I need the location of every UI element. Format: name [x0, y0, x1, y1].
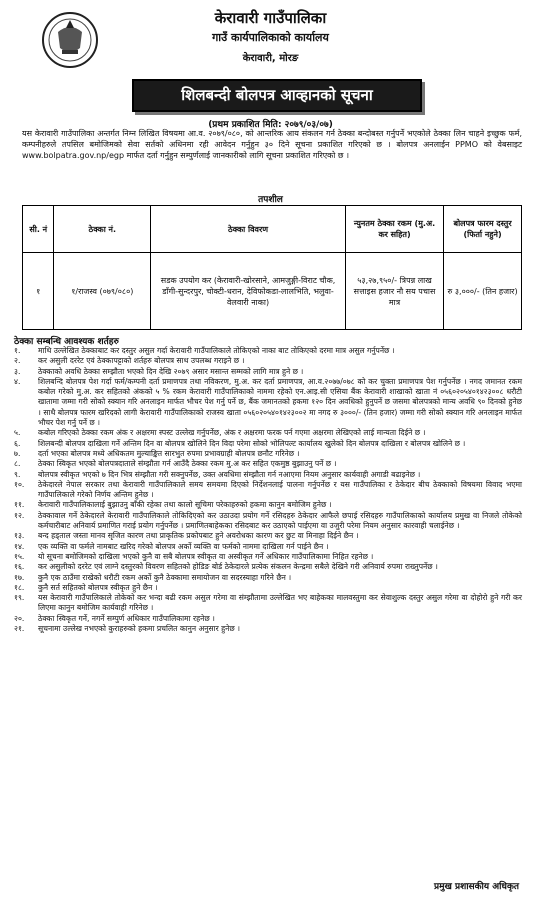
condition-item: [14, 573, 522, 583]
condition-text: दर्ता भएका बोलपत्र मध्ये अधिकतम मुल्याङ्कित सारभुत रुपमा प्रभावग्राही बोलपत्र छनौट गरिनेछ ।: [38, 448, 300, 458]
conditions-list: [14, 346, 522, 634]
cell-form-fee: रु ३,०००/- (तिन हजार): [444, 253, 522, 330]
condition-number: ४.: [14, 376, 21, 386]
condition-text: केरावारी गाउँपालिकालाई बुझाउनु बाँकी रहेका तथा कालो सूचिमा परेकाहरुको हकमा कानुन बमोजिम हुनेछ ।: [38, 500, 332, 510]
condition-number: १६.: [14, 562, 25, 572]
publish-date: (प्रथम प्रकाशित मिति: २०७९/०३/०७): [208, 120, 333, 130]
condition-number: ११.: [14, 500, 25, 510]
office-subtitle: गाउँ कार्यपालिकाको कार्यालय: [212, 31, 329, 44]
condition-text: यस केरावारी गाउँपालिकाले तोकेको कर भन्दा बढी रकम असुल गरेमा वा संम्झौतामा उल्लेखित भए बाहेकका मालवस्तुमा कर सेवाशुल्क दस्तुर असुल गरेमा वा दोहोरो हुने गरी कर लिएमा कानुन बमोजिम कार्यवाही गरिनेछ ।: [38, 593, 522, 613]
condition-item: [14, 552, 522, 562]
condition-text: माथि उल्लेखित ठेक्काबाट कर दस्तुर असुल गर्दा केरावारी गाउँपालिकाले तोकिएको नाका बाट तोकिएको दरमा मात्र असुल गर्नुपर्नेछ ।: [38, 346, 395, 355]
cell-min-amount: ५३,२७,९५०/- त्रिपन्न लाख सत्ताइस हजार नौ सय पचास मात्र: [345, 253, 443, 330]
cell-sn: १: [23, 253, 54, 330]
condition-number: २.: [14, 356, 21, 366]
office-location: केरावारी, मोरङ: [242, 53, 299, 64]
condition-item: [14, 356, 522, 366]
condition-item: [14, 470, 522, 480]
condition-number: १७.: [14, 572, 25, 582]
condition-item: [14, 439, 522, 449]
condition-item: [14, 428, 522, 438]
condition-text: बन्द हड्ताल जस्ता मानव सृजित कारण तथा प्राकृतिक प्रकोपबाट हुने अवरोधका कारण कर छुट वा मिनाहा दिईने छैन ।: [38, 531, 359, 541]
condition-item: [14, 480, 522, 501]
col-header-form-fee: बोलपत्र फारम दस्तुर (फिर्ता नहुने): [444, 206, 522, 253]
conditions-title: ठेक्का सम्बन्धि आवश्यक शर्तहरु: [14, 337, 119, 347]
condition-text: कबोल गरिएको ठेक्का रकम अंक र अक्षरमा स्पस्ट उल्लेख गर्नुपर्नेछ, अंक र अक्षरमा फरक पर्न गएमा अक्षरमा लेखिएको लाई मान्यता दिईने छ ।: [38, 428, 426, 438]
condition-item: [14, 614, 522, 624]
condition-text: ठेकेदारले नेपाल सरकार तथा केरावारी गाउँपालिकाले समय समयमा दिएको निर्देशनलाई पालना गर्नुपर्नेछ र यस गाउँपालिका र ठेकेदार बीच ठेक्काको विषयमा विवाद भएमा गाउँपालिकाले गरेको निर्णय अन्तिम हुनेछ ।: [38, 479, 522, 500]
condition-number: १४.: [14, 541, 25, 551]
condition-item: [14, 367, 522, 377]
condition-text: ठेक्काको अवधि ठेक्का सम्झौता भएको दिन देखि २०७९ असार मसान्त सम्मको लागि मात्र हुने छ ।: [38, 366, 304, 376]
col-header-description: ठेक्का विवरण: [151, 206, 346, 253]
condition-item: [14, 500, 522, 510]
condition-item: [14, 593, 522, 614]
condition-item: [14, 449, 522, 459]
condition-number: ७.: [14, 448, 21, 458]
condition-number: ९.: [14, 469, 21, 479]
condition-text: ठेक्कावाल गर्ने ठेकेदारले केरावारी गाउँपालिकाले तोकिदिएको कर उठाउदा प्रयोग गर्ने रसिदहरु ठेकेदार आफैले छपाई रसिदहरु गाउँपालिकाको कार्यालय प्रमुख वा निजले तोकेको कर्मचारीबाट अनिवार्य प्रमाणित गराई प्रयोग गर्नुपर्नेछ । प्रमाणितबाहेकका रसिदबाट कर उठाएको पाईएमा वा उजुरी परेमा नियम अनुसार कारवाही चलाईनेछ ।: [38, 510, 522, 531]
condition-item: [14, 562, 522, 572]
col-header-min-amount: न्युनतम ठेक्का रकम (मु.अ. कर सहित): [345, 206, 443, 253]
signatory-title: प्रमुख प्रशासकीय अधिकृत: [433, 882, 519, 892]
condition-text: बोलपत्र स्वीकृत भएको ७ दिन भित्र संम्झौता गरी सक्नुपर्नेछ, उक्त अवधिमा संम्झौता गर्न नआएमा नियम अनुसार कार्यवाही अगाडी बढाइनेछ ।: [38, 469, 421, 479]
condition-text: शिलबन्दि बोलपत्र पेश गर्दा फर्म/कम्पनी दर्ता प्रमाणपत्र तथा नविकरण, मु.अ. कर दर्ता प्रमाणपत्र, आ.व.२०७७/०७८ को कर चुक्ता प्रमाणपत्र पेश गर्नुपर्नेछ । नगद जमानत रकम कबोल गरेको मु.अ. कर सहितको अंकको ५ % रकम केरावारी गाउँपालिकाको नाममा रहेको एन.आइ.सी एसिया बैंक केरावारी शाखाको खाता नं ०५६०२०५४०१४२३००८ धरौटी खातामा जम्मा गरी सोको स्क्यान गरि अनलाइन मार्फत भौचर पेश गर्नु पर्ने छ, बैंक जमानतको हकमा १२० दिन अवधिको हुनुपर्ने छ जसमा बोलपत्रको मान्य अवधि ९० दिनको हुनेछ । साथै बोलपत्र फारम खरिदको लागी केरावारी गाउँपालिकाको राजस्व खाता ०५६०२०५४०१४२३००२ मा नगद रु ३०००/- (तिन हजार) जम्मा गरी सोको स्क्यान गरि अनलाइन मार्फत भौचर पेश गर्नु पर्ने छ ।: [38, 376, 522, 428]
condition-number: १.: [14, 346, 21, 355]
condition-item: [14, 531, 522, 541]
condition-text: शिलबन्दी बोलपत्र दाखिला गर्ने अन्तिम दिन वा बोलपत्र खोलिने दिन विदा परेमा सोको भोलिपल्ट कार्यालय खुलेको दिन बोलपत्र दाखिला र बोलपत्र खोलिने छ ।: [38, 438, 466, 448]
condition-text: कुनै एक ठाउँमा राखेको धरौटी रकम अर्को कुनै ठेक्कामा समायोजन वा सदरस्याहा गरिने छैन ।: [38, 572, 292, 582]
condition-text: ठेक्का स्विकृत गर्ने, नगर्ने सम्पुर्ण अधिकार गाउँपालिकामा रहनेछ ।: [38, 613, 215, 623]
office-name: केरावारी गाउँपालिका: [214, 9, 327, 27]
condition-number: १३.: [14, 531, 25, 541]
condition-number: १२.: [14, 510, 25, 520]
condition-item: [14, 459, 522, 469]
condition-item: [14, 346, 522, 356]
condition-number: १५.: [14, 551, 25, 561]
condition-item: [14, 377, 522, 428]
col-header-sn: सी. नं: [23, 206, 54, 253]
condition-number: ५.: [14, 428, 21, 438]
intro-paragraph: यस केरावारी गाउँपालिका अन्तर्गत निम्न लिखित विषयमा आ.व. २०७९/०८०, को आन्तरिक आय संकलन गर्न ठेक्का बन्दोबस्त गर्नुपर्ने भएकोले ठेक्का लिन चाहने इच्छुक फर्म, कम्पनीहरुले तपसिल बमोजिमको सेवा सर्तको अधिनमा रही आवेदन गर्नुहुन ३० दिने सूचना प्रकाशित गरिएको छ । बोलपत्र अनलाईन PPMO को वेबसाइट www.bolpatra.gov.np/egp मार्फत दर्ता गर्नुहुन सम्पुर्णलाई जानकारीको लागि सूचना प्रकाशित गरिएको छ ।: [22, 129, 522, 160]
condition-text: एक व्यक्ति वा फर्मले नामबाट खरिद गरेको बोलपत्र अर्को व्यक्ति वा फर्मको नाममा दाखिला गर्न पाईने छैन ।: [38, 541, 329, 551]
condition-item: [14, 511, 522, 532]
table-row: [23, 253, 522, 330]
condition-number: १९.: [14, 593, 25, 603]
condition-text: कुनै सर्त सहितको बोलपत्र स्वीकृत हुने छैन ।: [38, 582, 158, 592]
condition-number: ६.: [14, 438, 21, 448]
condition-number: ८.: [14, 459, 21, 469]
tender-table: [22, 205, 522, 330]
col-header-contract-no: ठेक्का नं.: [54, 206, 151, 253]
notice-banner: शिलबन्दी बोलपत्र आव्हानको सूचना: [132, 79, 422, 112]
cell-description: सडक उपयोग कर (केरावारी-खोरसाने, आमजुङ्गी-विराट चौक, डाँगी-सुन्दरपुर, चोक्टी-धरान, देविफोकडा-लालभिति, भलुवा-वेलवारी नाका): [151, 253, 346, 330]
condition-text: सूचनामा उल्लेख नभएको कुराहरुको हकमा प्रचलित कानुन अनुसार हुनेछ ।: [38, 624, 240, 634]
condition-number: १८.: [14, 582, 25, 592]
condition-text: कर असुलीको दररेट एवं लाग्ने दस्तुरको विवरण सहितको होडिङ बोर्ड ठेकेदारले प्रत्येक संकलन केन्द्रमा सबैले देखिने गरी अनिवार्य रुपमा राख्नुपर्नेछ ।: [38, 562, 438, 572]
condition-number: १०.: [14, 479, 25, 489]
condition-number: ३.: [14, 366, 21, 376]
condition-item: [14, 624, 522, 634]
table-header-row: [23, 206, 522, 253]
condition-number: २०.: [14, 613, 25, 623]
condition-item: [14, 542, 522, 552]
condition-item: [14, 583, 522, 593]
table-caption: तपशील: [258, 195, 283, 205]
condition-text: कर असुली दररेट एवं ठेक्कापट्टाको शर्तहरु बोलपत्र साथ उपलब्ध गराइने छ ।: [38, 356, 245, 366]
cell-contract-no: १/राजस्व (०७९/०८०): [54, 253, 151, 330]
condition-text: ठेक्का स्विकृत भएको बोलपत्रदाताले संम्झौता गर्न आउँदै ठेक्का रकम मु.अ कर सहित एकमुष्ठ बुझाउनु पर्ने छ ।: [38, 459, 337, 469]
condition-number: २१.: [14, 624, 25, 634]
condition-text: यो सूचना बमोजिमको दाखिला भएको कुनै वा सबै बोलपत्र स्वीकृत वा अस्वीकृत गर्ने अधिकार गाउँपालिकामा निहित रहनेछ ।: [38, 551, 374, 561]
